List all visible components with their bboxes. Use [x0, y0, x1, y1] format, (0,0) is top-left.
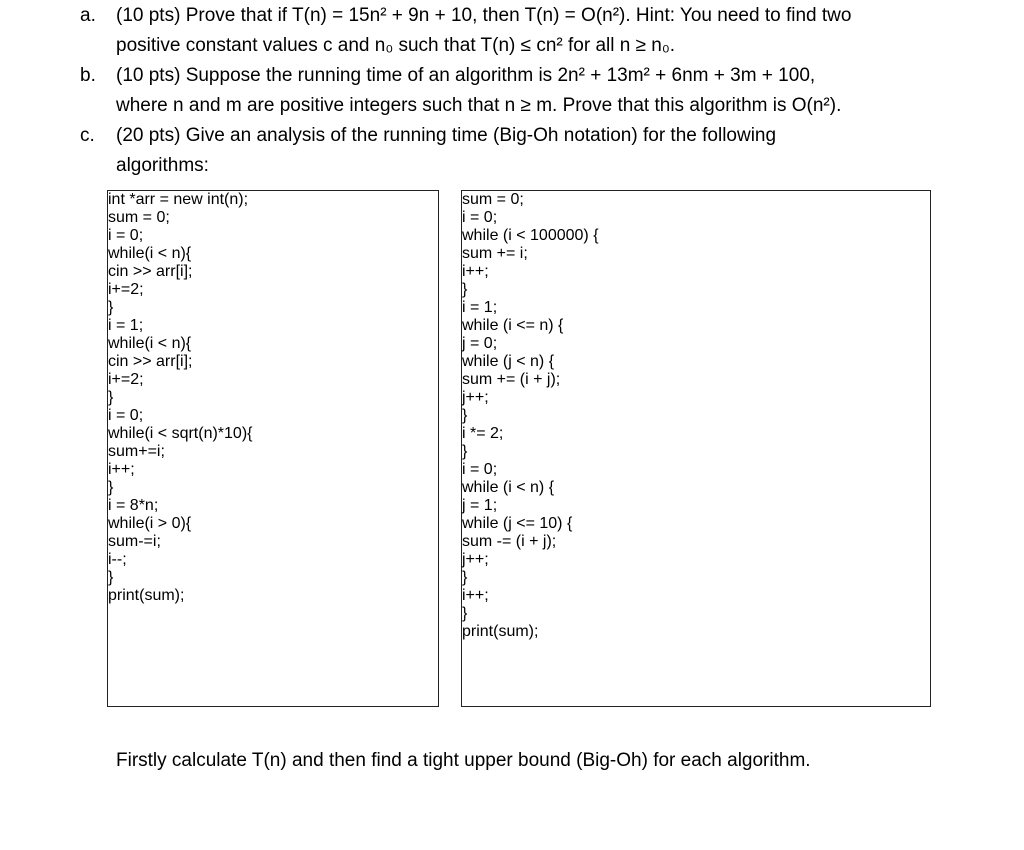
code-line: } — [462, 443, 468, 460]
question-a-label: a. — [80, 5, 96, 26]
question-b — [80, 61, 1010, 121]
code-line: } — [462, 407, 468, 424]
code-line: while (i <= n) { — [462, 317, 564, 334]
code-line: } — [462, 569, 468, 586]
code-left — [108, 191, 438, 706]
code-line: while (i < 100000) { — [462, 227, 599, 244]
code-line: sum += (i + j); — [462, 371, 561, 388]
code-line: cin >> arr[i]; — [108, 263, 193, 280]
code-line: } — [108, 389, 114, 406]
code-line: j++; — [462, 551, 489, 568]
code-line: print(sum); — [108, 587, 185, 604]
code-line: while (i < n) { — [462, 479, 555, 496]
code-line: i = 0; — [462, 461, 498, 478]
code-line: j = 0; — [462, 335, 498, 352]
code-line: sum+=i; — [108, 443, 165, 460]
question-c-line-1: (20 pts) Give an analysis of the running time (Big-Oh notation) for the following — [116, 125, 777, 146]
code-line: i++; — [108, 461, 135, 478]
code-line: while(i < n){ — [108, 335, 192, 352]
code-right — [462, 191, 930, 706]
code-line: i+=2; — [108, 281, 144, 298]
code-line: i = 0; — [108, 227, 144, 244]
instructions-footer: Firstly calculate T(n) and then find a tight upper bound (Big-Oh) for each algorithm. — [116, 750, 811, 771]
code-line: while(i > 0){ — [108, 515, 192, 532]
code-block-left — [107, 190, 439, 707]
question-a-line-1: (10 pts) Prove that if T(n) = 15n² + 9n + 10, then T(n) = O(n²). Hint: You need to find two — [116, 5, 852, 26]
question-b-label: b. — [80, 65, 96, 86]
question-c-line-2: algorithms: — [116, 155, 209, 176]
code-line: while(i < sqrt(n)*10){ — [108, 425, 253, 442]
code-line: cin >> arr[i]; — [108, 353, 193, 370]
code-line: sum = 0; — [462, 191, 524, 208]
code-line: i = 0; — [108, 407, 144, 424]
question-a-line-2: positive constant values c and n₀ such that T(n) ≤ cn² for all n ≥ n₀. — [116, 35, 676, 56]
code-line: i = 0; — [462, 209, 498, 226]
code-line: while (j < n) { — [462, 353, 555, 370]
code-line: i *= 2; — [462, 425, 504, 442]
question-b-line-2: where n and m are positive integers such that n ≥ m. Prove that this algorithm is O(n²). — [116, 95, 842, 116]
code-line: i++; — [462, 263, 489, 280]
code-line: } — [108, 569, 114, 586]
code-line: } — [462, 281, 468, 298]
code-line: sum += i; — [462, 245, 528, 262]
code-block-right — [461, 190, 931, 707]
code-line: i++; — [462, 587, 489, 604]
code-line: sum = 0; — [108, 209, 170, 226]
question-c — [80, 121, 1010, 181]
question-b-line-1: (10 pts) Suppose the running time of an algorithm is 2n² + 13m² + 6nm + 3m + 100, — [116, 65, 816, 86]
code-line: i--; — [108, 551, 127, 568]
code-line: sum -= (i + j); — [462, 533, 557, 550]
code-line: while (j <= 10) { — [462, 515, 573, 532]
question-a — [80, 1, 1010, 61]
code-line: j++; — [462, 389, 489, 406]
code-line: i+=2; — [108, 371, 144, 388]
code-line: } — [108, 479, 114, 496]
code-line: print(sum); — [462, 623, 539, 640]
code-line: sum-=i; — [108, 533, 161, 550]
question-c-label: c. — [80, 125, 95, 146]
code-line: } — [108, 299, 114, 316]
code-line: i = 1; — [108, 317, 144, 334]
code-line: int *arr = new int(n); — [108, 191, 249, 208]
code-line: i = 1; — [462, 299, 498, 316]
code-line: i = 8*n; — [108, 497, 159, 514]
code-line: } — [462, 605, 468, 622]
code-line: while(i < n){ — [108, 245, 192, 262]
code-line: j = 1; — [462, 497, 498, 514]
